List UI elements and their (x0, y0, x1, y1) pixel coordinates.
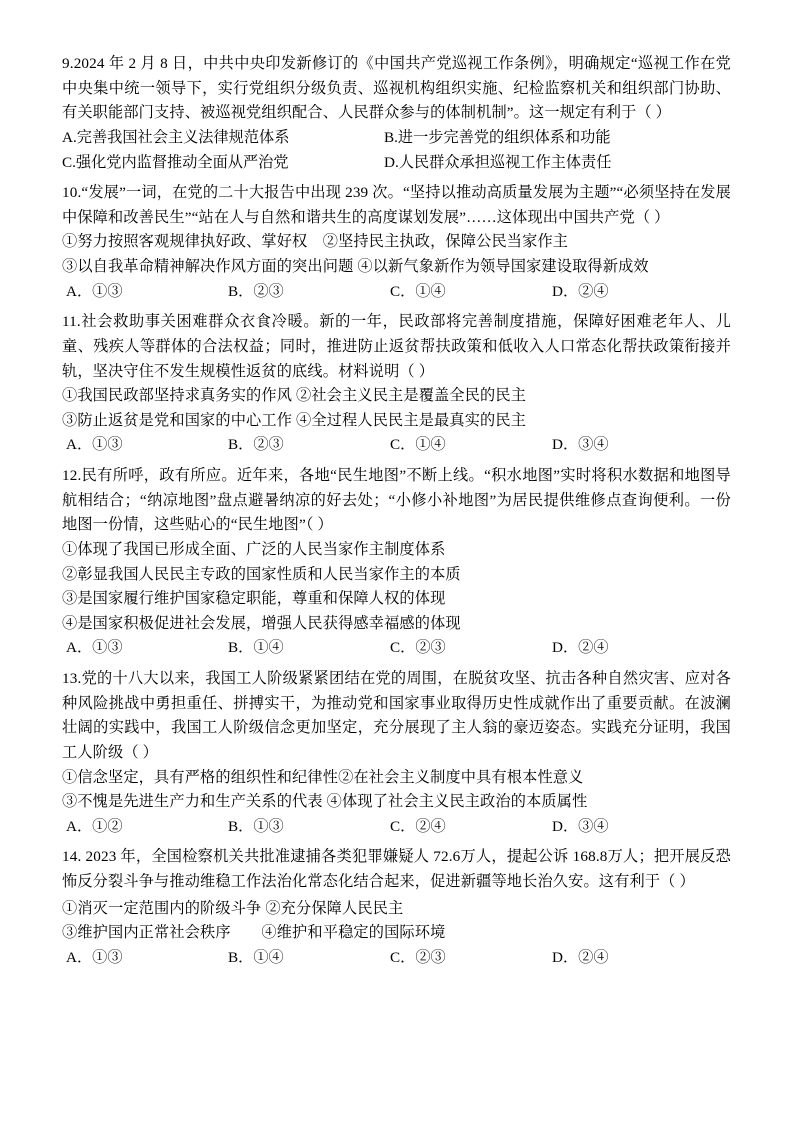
answer-b[interactable]: B．①④ (228, 639, 284, 657)
statement-1: ①消灭一定范围内的阶级斗争 ②充分保障人民民主 (62, 899, 404, 917)
answer-row (62, 815, 731, 840)
statement-1: ①努力按照客观规律执好政、掌好权 ②坚持民主执政，保障公民当家作主 (62, 233, 569, 251)
answer-c[interactable]: C．①④ (390, 436, 446, 454)
statement-2: ③维护国内正常社会秩序 ④维护和平稳定的国际环境 (62, 924, 446, 942)
question-stem: 11.社会救助事关困难群众衣食冷暖。新的一年，民政部将完善制度措施，保障好困难老年人、儿童、残疾人等群体的合法权益；同时，推进防止返贫帮扶政策和低收入人口常态化帮扶政策衔接并轨，坚决守住不发生规模性返贫的底线。材料说明（ ） (62, 313, 731, 380)
question-stem: 13.党的十八大以来，我国工人阶级紧紧团结在党的周围，在脱贫攻坚、抗击各种自然灾害、应对各种风险挑战中勇担重任、拼搏实干，为推动党和国家事业取得历史性成就作出了重要贡献。在波澜壮阔的实践中，我国工人阶级信念更加坚定，充分展现了主人翁的豪迈姿态。实践充分证明，我国工人阶级（ ） (62, 670, 731, 761)
statement-1: ①信念坚定，具有严格的组织性和纪律性②在社会主义制度中具有根本性意义 (62, 768, 584, 786)
question-14 (62, 845, 731, 970)
answer-a[interactable]: A．①③ (66, 639, 123, 657)
statement-1: ①我国民政部坚持求真务实的作风 ②社会主义民主是覆盖全民的民主 (62, 387, 527, 405)
question-11 (62, 310, 731, 458)
answer-row (62, 433, 731, 458)
answer-row (62, 636, 731, 661)
statement-2: ②彰显我国人民民主专政的国家性质和人民当家作主的本质 (62, 565, 461, 583)
question-10 (62, 181, 731, 304)
answer-d[interactable]: D．③④ (552, 817, 609, 835)
question-9 (62, 52, 731, 175)
answer-d[interactable]: D．②④ (552, 282, 609, 300)
question-stem: 12.民有所呼，政有所应。近年来，各地“民生地图”不断上线。“积水地图”实时将积水数据和地图导航相结合；“纳凉地图”盘点避暑纳凉的好去处；“小修小补地图”为居民提供维修点查询便利。一份地图一份情，这些贴心的“民生地图”（ ） (62, 467, 731, 534)
answer-row (62, 946, 731, 971)
answer-c[interactable]: C．②③ (390, 948, 446, 966)
statement-2: ③以自我革命精神解决作风方面的突出问题 ④以新气象新作为领导国家建设取得新成效 (62, 258, 649, 275)
question-stem: 10.“发展”一词，在党的二十大报告中出现 239 次。“坚持以推动高质量发展为主题”“必须坚持在发展中保障和改善民生”“站在人与自然和谐共生的高度谋划发展”……这体现出中国共产党（ ） (62, 184, 731, 226)
answer-b[interactable]: B．①④ (228, 948, 284, 966)
answer-d[interactable]: D．②④ (552, 948, 609, 966)
answer-a[interactable]: A．①② (66, 817, 123, 835)
answer-c[interactable]: C．②③ (390, 639, 446, 657)
statement-2: ③不愧是先进生产力和生产关系的代表 ④体现了社会主义民主政治的本质属性 (62, 793, 588, 811)
question-stem: 14. 2023 年，全国检察机关共批准逮捕各类犯罪嫌疑人 72.6万人，提起公诉 168.8万人；把开展反恐怖反分裂斗争与推动维稳工作法治化常态化结合起来，促进新疆等地长治久安。这有利于（ ） (62, 848, 731, 890)
answer-d[interactable]: D．②④ (552, 639, 609, 657)
answer-c[interactable]: C．①④ (390, 282, 446, 300)
option-row-cd (62, 151, 731, 176)
answer-a[interactable]: A．①③ (66, 948, 123, 966)
answer-a[interactable]: A．①③ (66, 282, 123, 300)
question-13 (62, 667, 731, 839)
question-12 (62, 464, 731, 661)
statement-1: ①体现了我国已形成全面、广泛的人民当家作主制度体系 (62, 540, 446, 558)
option-c[interactable]: C.强化党内监督推动全面从严治党 (62, 153, 289, 171)
answer-d[interactable]: D．③④ (552, 436, 609, 454)
option-b[interactable]: B.进一步完善党的组织体系和功能 (384, 128, 611, 146)
option-row-ab (62, 126, 731, 151)
statement-3: ③是国家履行维护国家稳定职能，尊重和保障人权的体现 (62, 590, 446, 608)
question-stem: 9.2024 年 2 月 8 日，中共中央印发新修订的《中国共产党巡视工作条例》，明确规定“巡视工作在党中央集中统一领导下，实行党组织分级负责、巡视机构组织实施、纪检监察机关和组织部门协助、有关职能部门支持、被巡视党组织配合、人民群众参与的体制机制”。这一规定有利于（ ） (62, 55, 731, 122)
statement-4: ④是国家积极促进社会发展，增强人民获得感幸福感的体现 (62, 614, 461, 632)
answer-b[interactable]: B．①③ (228, 817, 284, 835)
option-d[interactable]: D.人民群众承担巡视工作主体责任 (384, 153, 612, 171)
answer-a[interactable]: A．①③ (66, 436, 123, 454)
answer-row (62, 280, 731, 305)
answer-c[interactable]: C．②④ (390, 817, 446, 835)
answer-b[interactable]: B．②③ (228, 436, 284, 454)
statement-2: ③防止返贫是党和国家的中心工作 ④全过程人民民主是最真实的民主 (62, 411, 527, 429)
answer-b[interactable]: B．②③ (228, 282, 284, 300)
option-a[interactable]: A.完善我国社会主义法律规范体系 (62, 128, 290, 146)
